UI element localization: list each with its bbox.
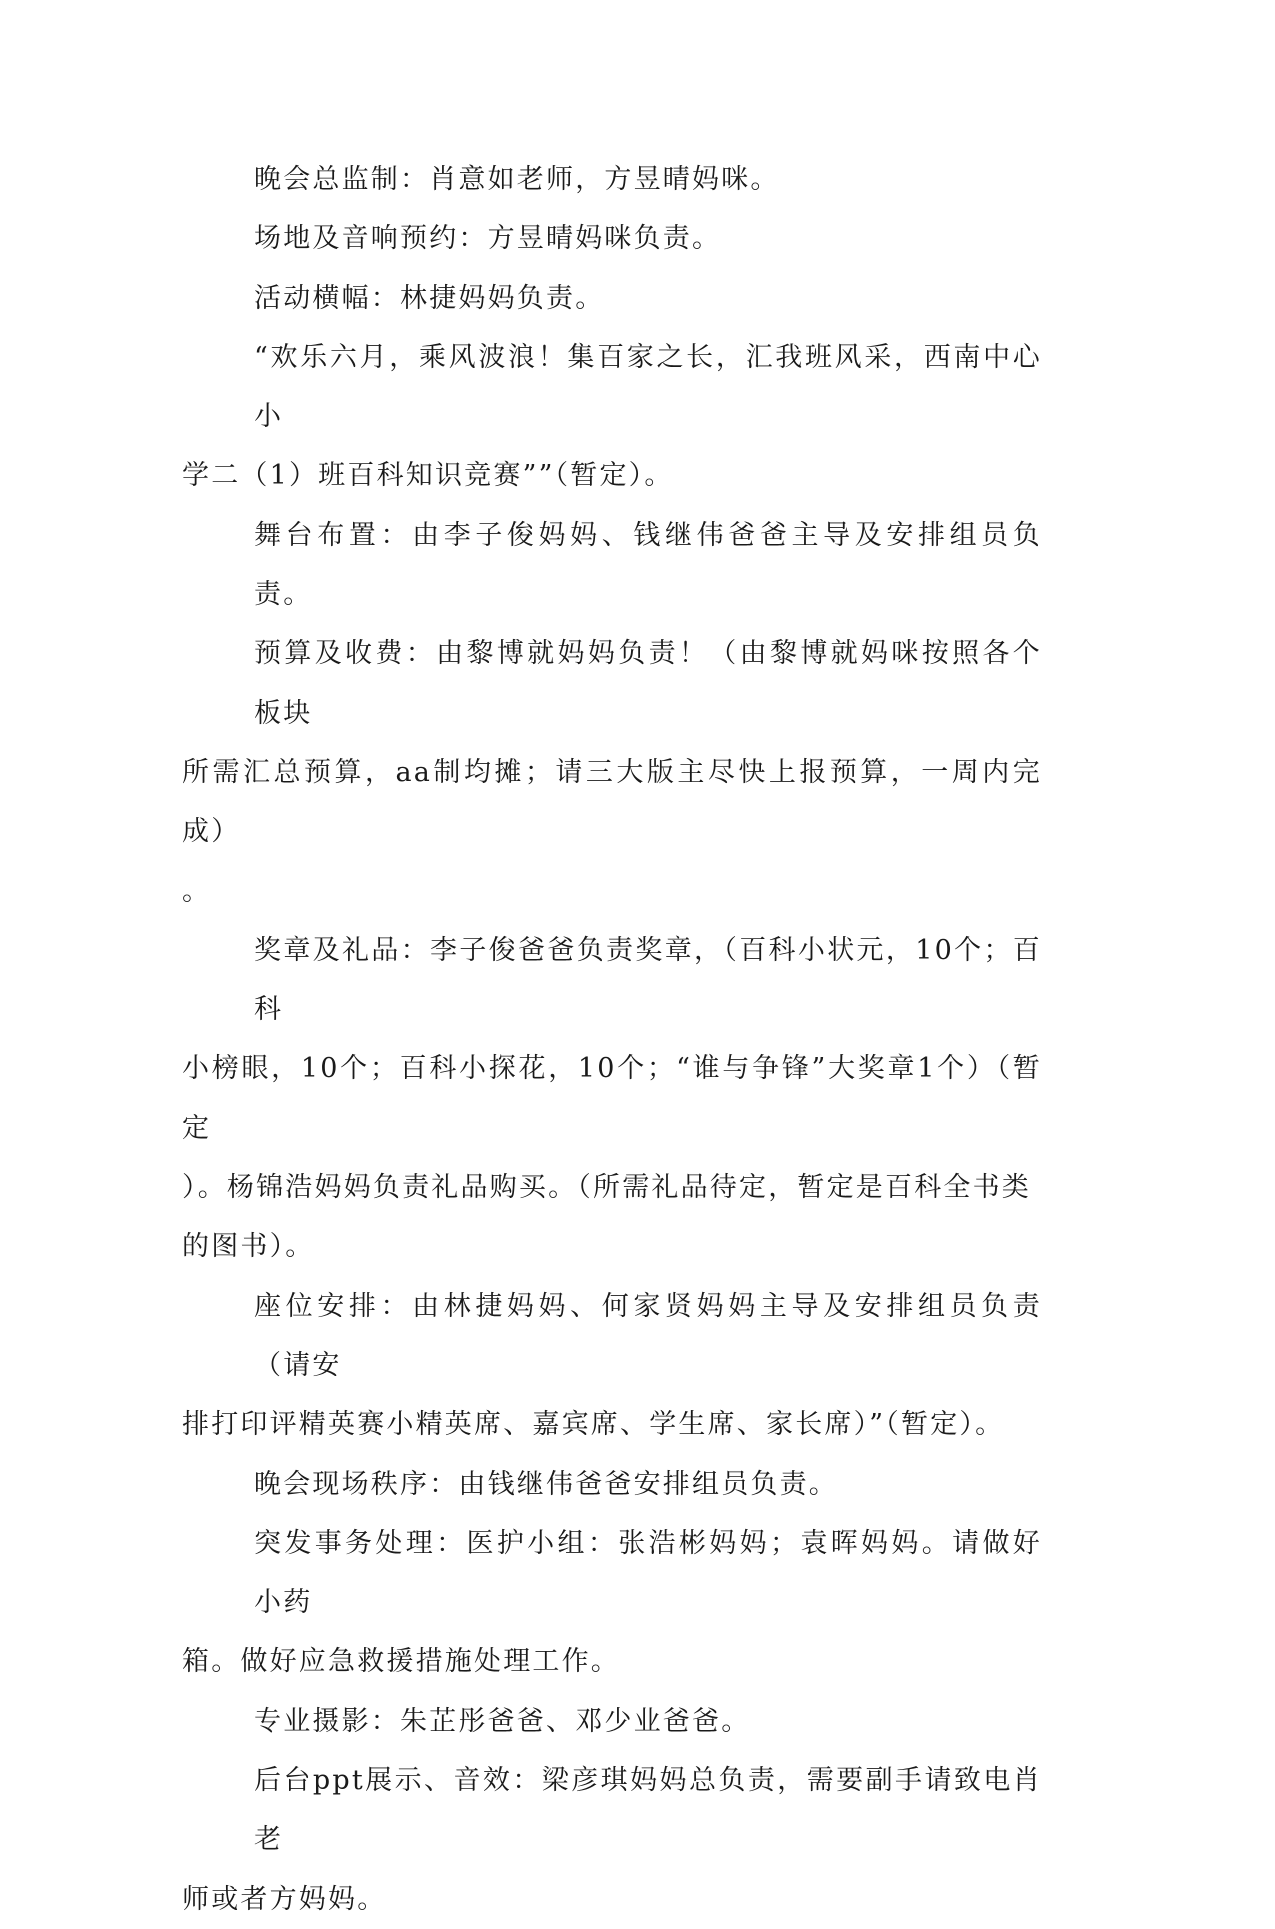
paragraph-line: 所需汇总预算，aa制均摊；请三大版主尽快上报预算，一周内完成） [182, 756, 1042, 848]
paragraph-line: 后台ppt展示、音效：梁彦琪妈妈总负责，需要副手请致电肖老 [254, 1765, 1042, 1856]
paragraph-line: 晚会总监制：肖意如老师，方昱晴妈咪。 [254, 164, 780, 195]
paragraph-line: 专业摄影：朱芷彤爸爸、邓少业爸爸。 [254, 1705, 751, 1737]
paragraph-line: 。 [182, 875, 212, 907]
paragraph-line: 小榜眼，10个；百科小探花，10个；“谁与争锋”大奖章1个）（暂定 [182, 1053, 1042, 1144]
paragraph-seating [182, 1277, 1042, 1455]
paragraph-line: 预算及收费：由黎博就妈妈负责！（由黎博就妈咪按照各个板块 [254, 638, 1042, 729]
paragraph-line: 舞台布置：由李子俊妈妈、钱继伟爸爸主导及安排组员负责。 [254, 519, 1042, 611]
paragraph-line: 箱。做好应急救援措施处理工作。 [182, 1646, 620, 1678]
paragraph-photography [182, 1692, 1042, 1751]
paragraph-line: 活动横幅：林捷妈妈负责。 [254, 282, 605, 314]
paragraph-medals-gifts [182, 921, 1042, 1277]
paragraph-line: 的图书）。 [182, 1231, 315, 1263]
paragraph-event-title [182, 328, 1042, 506]
paragraph-line: 晚会现场秩序：由钱继伟爸爸安排组员负责。 [254, 1468, 838, 1500]
paragraph-order [182, 1455, 1042, 1514]
paragraph-banner [182, 269, 1042, 328]
paragraph-stage-setup [182, 506, 1042, 625]
paragraph-emergency [182, 1514, 1042, 1692]
paragraph-line: 突发事务处理：医护小组：张浩彬妈妈；袁晖妈妈。请做好小药 [254, 1527, 1042, 1619]
paragraph-budget [182, 624, 1042, 920]
paragraph-line: 学二（1）班百科知识竞赛””（暂定）。 [182, 460, 674, 492]
paragraph-supervisor [182, 150, 1042, 209]
paragraph-line: “欢乐六月，乘风波浪！集百家之长，汇我班风采，西南中心小 [254, 341, 1042, 433]
paragraph-venue-audio [182, 209, 1042, 268]
paragraph-backstage [182, 1751, 1042, 1929]
paragraph-line: 排打印评精英赛小精英席、嘉宾席、学生席、家长席）”（暂定）。 [182, 1409, 1005, 1441]
paragraph-line: 座位安排：由林捷妈妈、何家贤妈妈主导及安排组员负责（请安 [254, 1290, 1042, 1381]
paragraph-line: 师或者方妈妈。 [182, 1883, 387, 1915]
paragraph-line: 奖章及礼品：李子俊爸爸负责奖章，（百科小状元，10个；百科 [254, 934, 1042, 1026]
paragraph-line: ）。杨锦浩妈妈负责礼品购买。（所需礼品待定，暂定是百科全书类 [182, 1172, 1031, 1204]
paragraph-line: 场地及音响预约：方昱晴妈咪负责。 [254, 223, 722, 255]
document-body [182, 150, 1042, 1929]
